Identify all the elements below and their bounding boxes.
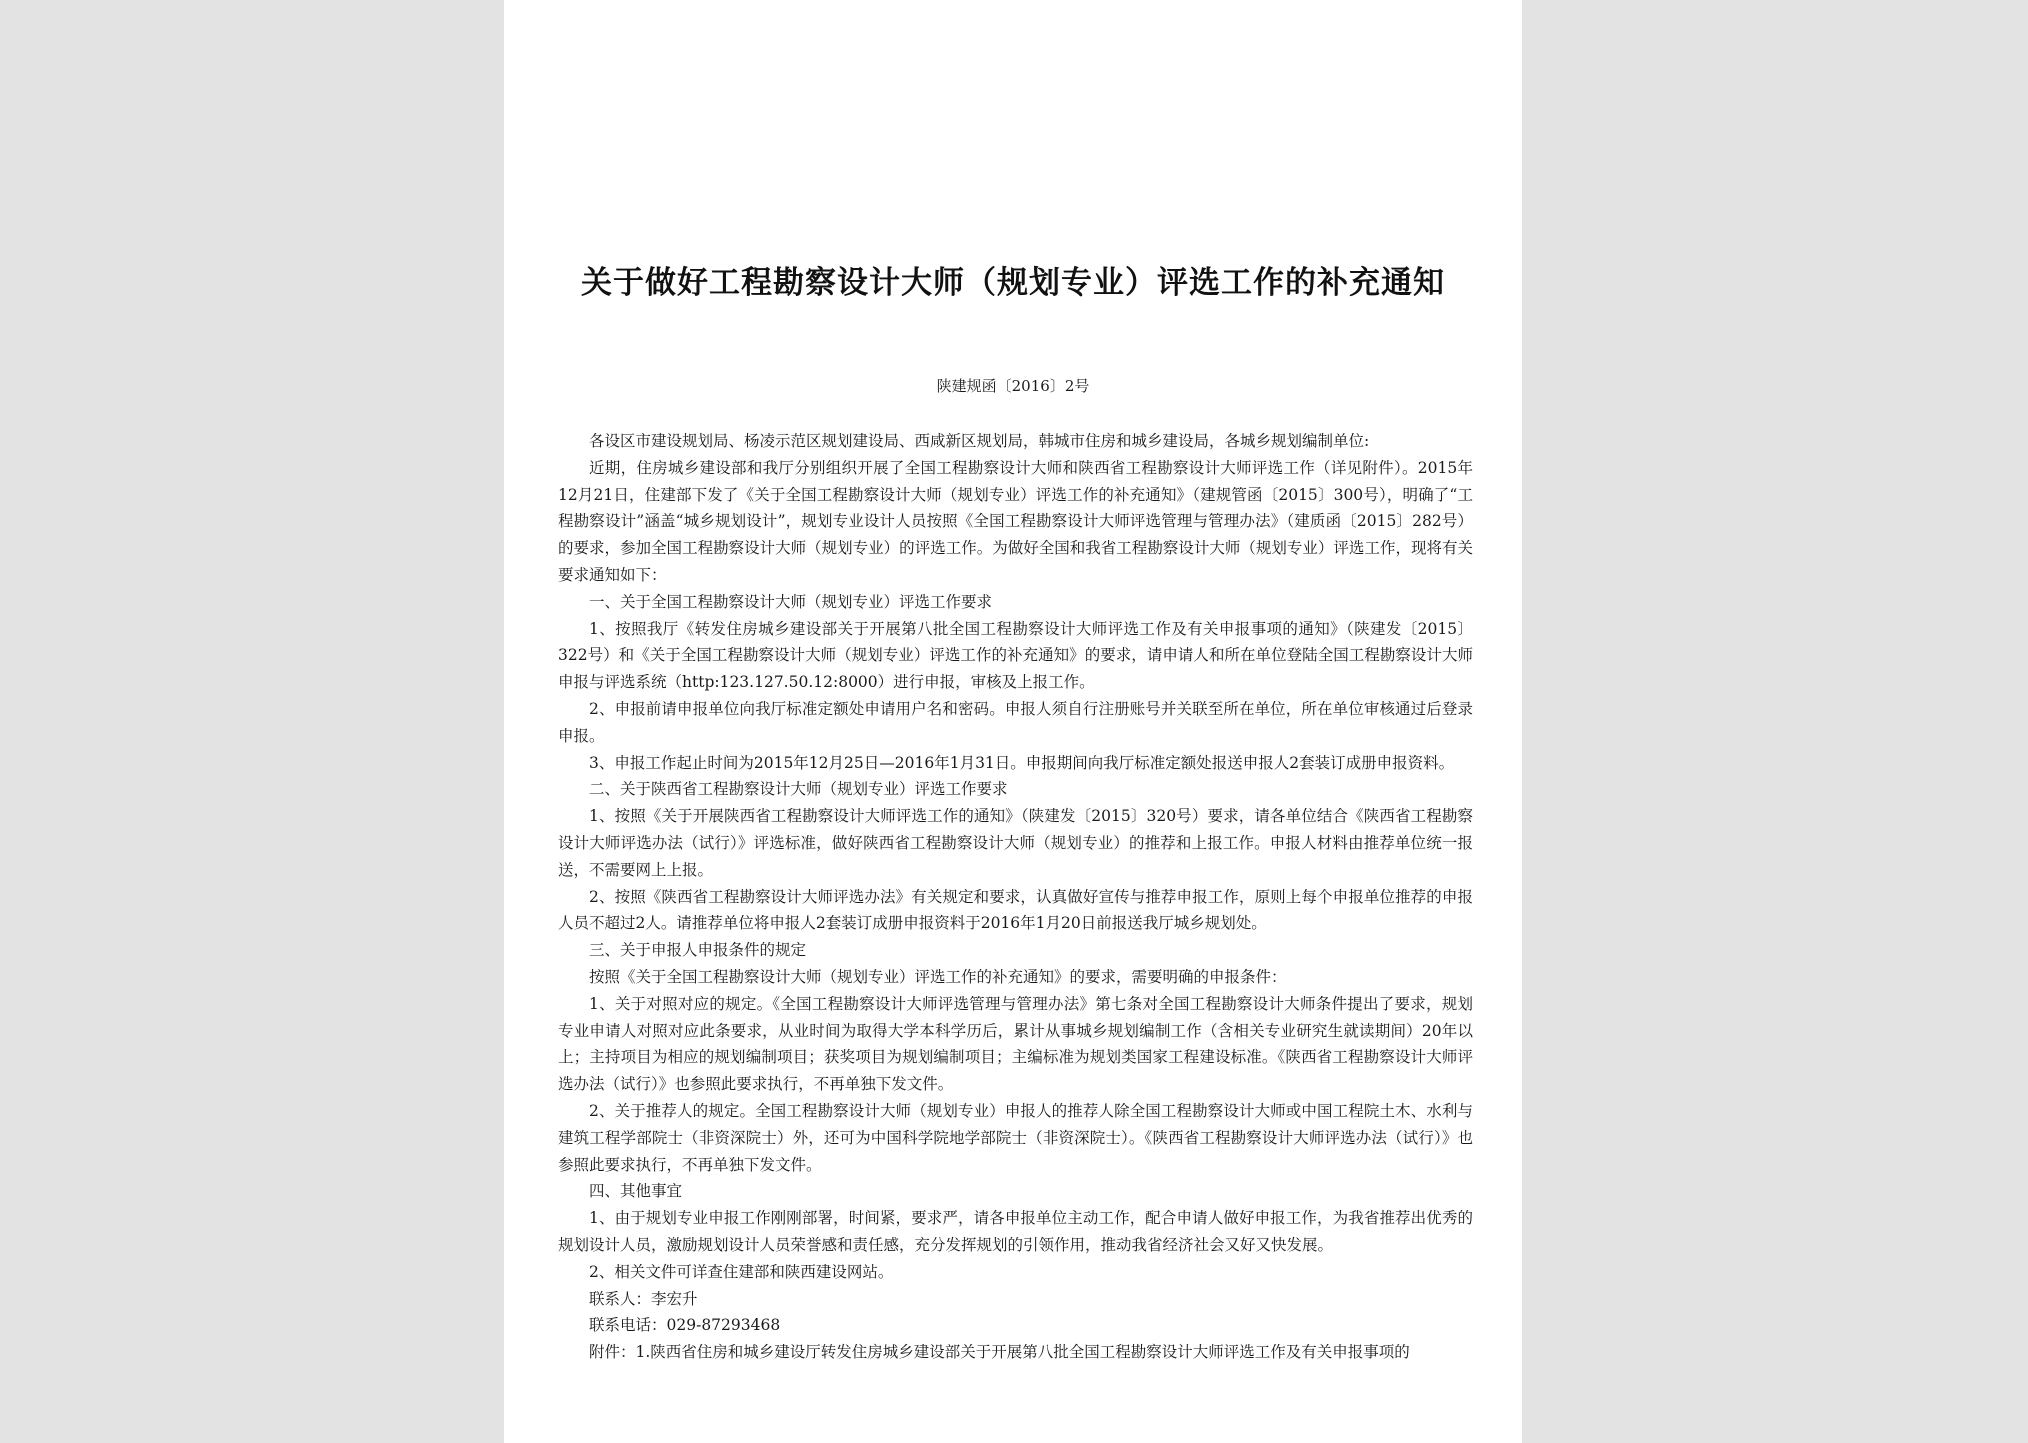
paragraph: 各设区市建设规划局、杨凌示范区规划建设局、西咸新区规划局，韩城市住房和城乡建设局，各城乡规划编制单位: xyxy=(589,432,1370,450)
paragraph: 1、按照《关于开展陕西省工程勘察设计大师评选工作的通知》（陕建发〔2015〕320号）要求，请各单位结合《陕西省工程勘察设计大师评选办法（试行）》评选标准，做好陕西省工程勘察设计大师（规划专业）的推荐和上报工作。申报人材料由推荐单位统一报送，不需要网上上报。 xyxy=(558,807,1473,879)
contact-person: 联系人：李宏升 xyxy=(589,1289,698,1308)
section-heading: 三、关于申报人申报条件的规定 xyxy=(589,941,807,960)
paragraph: 1、按照我厅《转发住房城乡建设部关于开展第八批全国工程勘察设计大师评选工作及有关申报事项的通知》（陕建发〔2015〕322号）和《关于全国工程勘察设计大师（规划专业）评选工作的补充通知》的要求，请申请人和所在单位登陆全国工程勘察设计大师申报与评选系统（http:123.127.50.12:8000）进行申报，审核及上报工作。 xyxy=(558,619,1473,692)
paragraph: 2、关于推荐人的规定。全国工程勘察设计大师（规划专业）申报人的推荐人除全国工程勘察设计大师或中国工程院土木、水利与建筑工程学部院士（非资深院士）外，还可为中国科学院地学部院士（非资深院士）。《陕西省工程勘察设计大师评选办法（试行）》也参照此要求执行，不再单独下发文件。 xyxy=(558,1101,1473,1174)
document-number: 陕建规函〔2016〕2号 xyxy=(936,377,1090,395)
section-heading: 四、其他事宜 xyxy=(589,1182,683,1201)
section-heading: 二、关于陕西省工程勘察设计大师（规划专业）评选工作要求 xyxy=(589,780,1008,799)
section-heading: 一、关于全国工程勘察设计大师（规划专业）评选工作要求 xyxy=(589,592,993,611)
attachment-line: 附件：1.陕西省住房和城乡建设厅转发住房城乡建设部关于开展第八批全国工程勘察设计大师评选工作及有关申报事项的 xyxy=(589,1343,1410,1362)
paragraph: 按照《关于全国工程勘察设计大师（规划专业）评选工作的补充通知》的要求，需要明确的申报条件： xyxy=(589,967,1287,986)
paragraph: 1、由于规划专业申报工作刚刚部署，时间紧，要求严，请各申报单位主动工作，配合申请人做好申报工作，为我省推荐出优秀的规划设计人员，激励规划设计人员荣誉感和责任感，充分发挥规划的引领作用，推动我省经济社会又好又快发展。 xyxy=(558,1209,1473,1254)
document-title: 关于做好工程勘察设计大师（规划专业）评选工作的补充通知 xyxy=(581,265,1445,301)
contact-phone: 联系电话：029-87293468 xyxy=(589,1316,781,1335)
document-body xyxy=(558,428,1473,1366)
paragraph: 2、按照《陕西省工程勘察设计大师评选办法》有关规定和要求，认真做好宣传与推荐申报工作，原则上每个申报单位推荐的申报人员不超过2人。请推荐单位将申报人2套装订成册申报资料于2016年1月20日前报送我厅城乡规划处。 xyxy=(558,887,1473,933)
paragraph: 2、申报前请申报单位向我厅标准定额处申请用户名和密码。申报人须自行注册账号并关联至所在单位，所在单位审核通过后登录申报。 xyxy=(558,699,1473,745)
document-page xyxy=(504,0,1522,1443)
paragraph: 1、关于对照对应的规定。《全国工程勘察设计大师评选管理与管理办法》第七条对全国工程勘察设计大师条件提出了要求，规划专业申请人对照对应此条要求，从业时间为取得大学本科学历后，累计从事城乡规划编制工作（含相关专业研究生就读期间）20年以上；主持项目为相应的规划编制项目；获奖项目为规划编制项目；主编标准为规划类国家工程建设标准。《陕西省工程勘察设计大师评选办法（试行）》也参照此要求执行，不再单独下发文件。 xyxy=(558,994,1473,1094)
paragraph: 3、申报工作起止时间为2015年12月25日—2016年1月31日。申报期间向我厅标准定额处报送申报人2套装订成册申报资料。 xyxy=(589,753,1455,772)
paragraph: 近期，住房城乡建设部和我厅分别组织开展了全国工程勘察设计大师和陕西省工程勘察设计大师评选工作（详见附件）。2015年12月21日，住建部下发了《关于全国工程勘察设计大师（规划专业）评选工作的补充通知》（建规管函〔2015〕300号），明确了“工程勘察设计”涵盖“城乡规划设计”，规划专业设计人员按照《全国工程勘察设计大师评选管理与管理办法》（建质函〔2015〕282号）的要求，参加全国工程勘察设计大师（规划专业）的评选工作。为做好全国和我省工程勘察设计大师（规划专业）评选工作，现将有关要求通知如下： xyxy=(558,458,1473,584)
paragraph: 2、相关文件可详查住建部和陕西建设网站。 xyxy=(589,1262,894,1281)
